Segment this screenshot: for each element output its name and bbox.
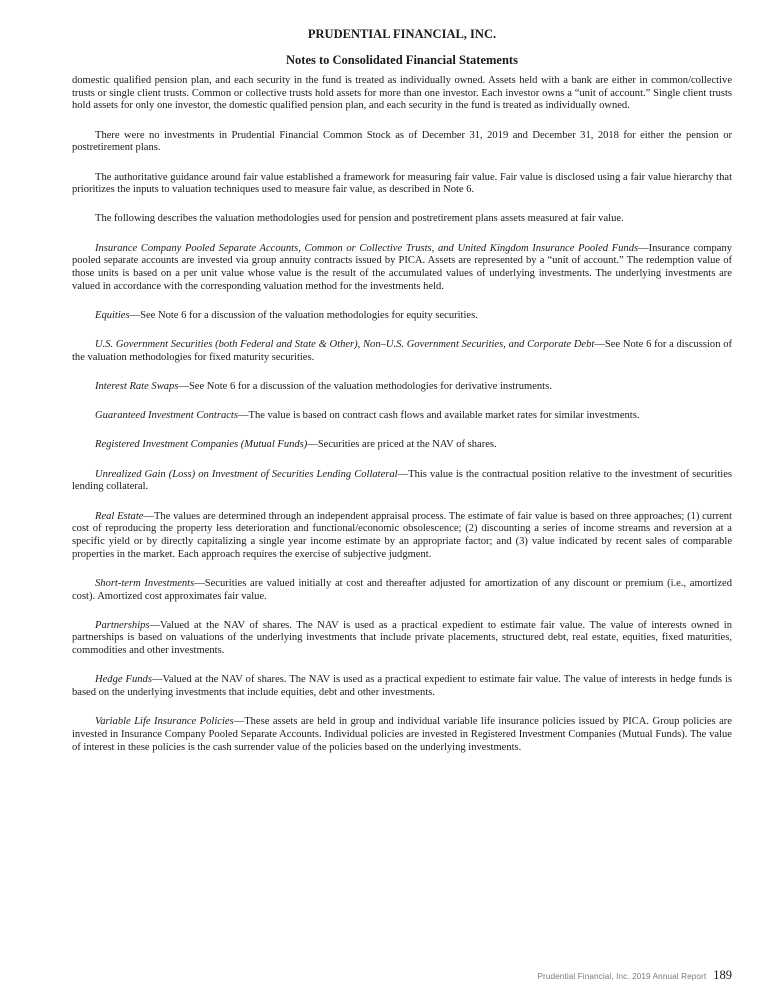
footer-report-name: Prudential Financial, Inc. 2019 Annual Report — [537, 972, 707, 981]
paragraph-text: The following describes the valuation methodologies used for pension and postretirement plans assets measured at fair value. — [95, 213, 624, 225]
paragraph — [72, 172, 732, 197]
paragraph-term: Interest Rate Swaps — [95, 381, 179, 393]
paragraph-text: —Insurance company pooled separate accounts are invested via group annuity contracts issued by PICA. Assets are represented by a “unit of account.” The redemption value of those units is based on a per unit value whose value is the result of the accumulated values of underlying investments. The underlying investments are valued in accordance with the corresponding valuation method for the investments held. — [72, 242, 732, 292]
paragraph — [72, 381, 732, 394]
paragraph-text: —Valued at the NAV of shares. The NAV is used as a practical expedient to estimate fair value. The value of interests in hedge funds is based on the underlying investments that include equities, debt and other investments. — [72, 674, 733, 699]
paragraph-text: —The value is based on contract cash flows and available market rates for similar investments. — [237, 410, 640, 422]
page-footer — [537, 966, 732, 984]
paragraph-term: Short-term Investments — [95, 577, 195, 589]
paragraph — [72, 213, 732, 226]
paragraph-term: Equities — [95, 309, 130, 321]
paragraph-text: —Securities are priced at the NAV of shares. — [307, 439, 497, 451]
paragraph-term: Registered Investment Companies (Mutual Funds) — [95, 439, 308, 451]
paragraph-text: —The values are determined through an independent appraisal process. The estimate of fair value is based on three approaches; (1) current cost of reproducing the property less deterioration and functional/economic obsolescence; (2) discounting a series of income streams and reversion at a specific yield or by directly capitalizing a single year income estimate by an appropriate factor; and (3) value indicated by recent sales of comparable properties in the market. Each approach requires the exercise of subjective judgment. — [72, 510, 732, 560]
paragraph-term: Variable Life Insurance Policies — [95, 716, 234, 728]
paragraph-term: Guaranteed Investment Contracts — [95, 410, 238, 422]
paragraph — [72, 243, 732, 294]
paragraph — [72, 310, 732, 323]
document-page — [72, 26, 732, 771]
paragraph-text: There were no investments in Prudential Financial Common Stock as of December 31, 2019 and December 31, 2018 for either the pension or postretirement plans. — [72, 129, 732, 154]
paragraph-text: —See Note 6 for a discussion of the valuation methodologies for equity securities. — [129, 309, 478, 321]
paragraph — [72, 339, 732, 364]
paragraph — [72, 578, 732, 603]
paragraph — [72, 716, 732, 754]
paragraph-text: —See Note 6 for a discussion of the valuation methodologies for fixed maturity securities. — [72, 339, 732, 363]
document-body — [72, 75, 732, 754]
paragraph-term: Partnerships — [95, 619, 150, 631]
paragraph-term: Real Estate — [95, 510, 144, 522]
paragraph — [72, 674, 732, 699]
paragraph-text: The authoritative guidance around fair value established a framework for measuring fair value. Fair value is disclosed using a fair value hierarchy that prioritizes the inputs to valuation techniques used to measure fair value, as described in Note 6. — [72, 171, 732, 196]
paragraph-term: U.S. Government Securities (both Federal and State & Other), Non–U.S. Government Securities, and Corporate Debt — [95, 339, 595, 351]
page-number: 189 — [713, 968, 732, 982]
paragraph — [72, 511, 732, 562]
paragraph-text: domestic qualified pension plan, and each security in the fund is treated as individually owned. Assets held with a bank are either in common/collective trusts or single client trusts. Common or collective trusts hold assets for more than one investor. Each investor owns a “unit of account.” Single client trusts hold assets for only one investor, the domestic qualified pension plan, and each security in the fund is treated as individually owned. — [72, 75, 732, 112]
paragraph-text: —Securities are valued initially at cost and thereafter adjusted for amortization of any discount or premium (i.e., amortized cost). Amortized cost approximates fair value. — [72, 577, 732, 602]
paragraph — [72, 469, 732, 494]
paragraph — [72, 410, 732, 423]
paragraph-text: —These assets are held in group and individual variable life insurance policies issued by PICA. Group policies are invested in Insurance Company Pooled Separate Accounts. Individual policies are invested in Registered Investment Companies (Mutual Funds). The value of interest in these policies is the cash surrender value of the policies based on the underlying investments. — [72, 716, 732, 753]
section-title: Notes to Consolidated Financial Statements — [286, 53, 518, 67]
paragraph-term: Unrealized Gain (Loss) on Investment of Securities Lending Collateral — [95, 468, 398, 480]
paragraph-text: —This value is the contractual position relative to the investment of securities lending collateral. — [72, 468, 732, 493]
paragraph — [72, 75, 732, 113]
company-name: PRUDENTIAL FINANCIAL, INC. — [307, 27, 497, 41]
paragraph — [72, 130, 732, 155]
paragraph-text: —Valued at the NAV of shares. The NAV is used as a practical expedient to estimate fair value. The value of interests owned in partnerships is based on valuations of the underlying investments that include private placements, structured debt, real estate, equities, fixed maturities, commodities and other investments. — [72, 619, 732, 657]
paragraph-term: Hedge Funds — [95, 674, 152, 686]
paragraph — [72, 620, 732, 658]
paragraph-term: Insurance Company Pooled Separate Accounts, Common or Collective Trusts, and United Kingdom Insurance Pooled Funds — [95, 242, 639, 254]
paragraph — [72, 439, 732, 452]
paragraph-text: —See Note 6 for a discussion of the valuation methodologies for derivative instruments. — [178, 381, 552, 393]
